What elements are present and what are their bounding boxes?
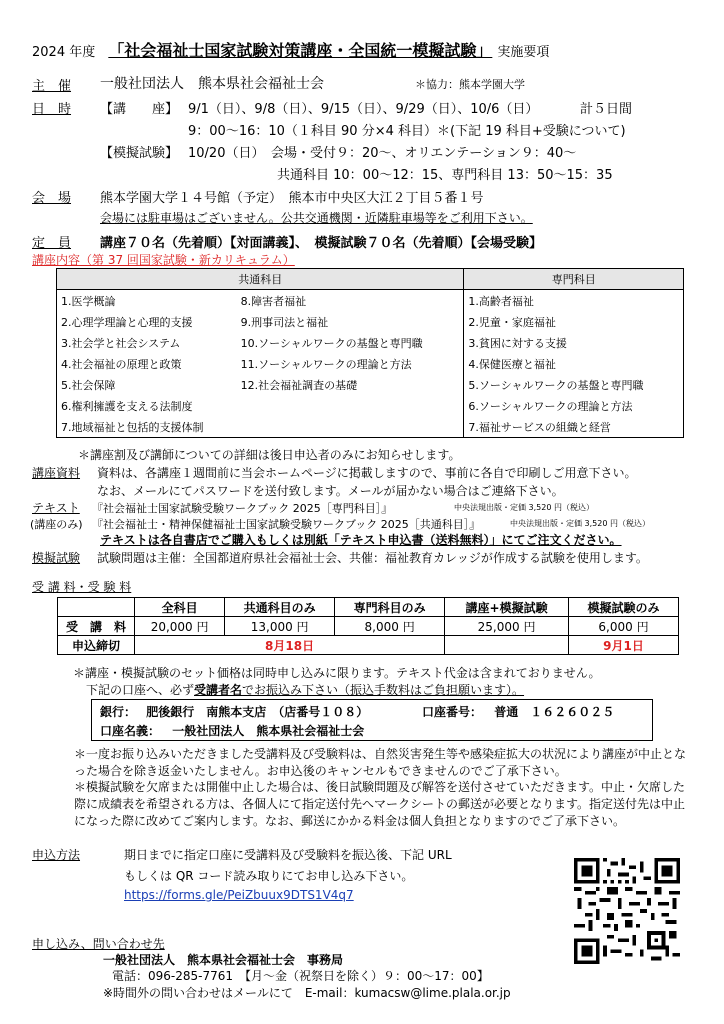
materials-label: 講座資料 [32, 466, 81, 480]
course-item: 8.障害者福祉 [240, 294, 307, 308]
capacity-value: 講座７０名（先着順）【対面講義】、 模擬試験７０名（先着順）【会場受験】 [100, 236, 543, 251]
schedule-course-count: 計５日間 [580, 102, 633, 117]
text-book2-pub: 中央法規出版・定価 3,520 円（税込） [510, 519, 650, 528]
organizer-value: 一般社団法人 熊本県社会福祉士会 [100, 76, 324, 92]
fee-note-2c: でお振込み下さい（振込手数料はご負担願います）。 [242, 683, 525, 697]
venue-value: 熊本学園大学１４号館（予定） 熊本市中央区大江２丁目５番１号 [100, 191, 484, 206]
account-name-label: 口座名義： [100, 724, 161, 738]
deadline-mock: 9月1日 [569, 636, 679, 655]
fee-note-2b: 受講者名 [194, 683, 243, 697]
course-item: 1.高齢者福祉 [464, 290, 684, 312]
schedule-mock-label: 【模擬試験】 [100, 146, 179, 161]
organizer-label: 主 催 [32, 79, 72, 94]
special-header: 専門科目 [464, 269, 684, 290]
contact-tel: 電話：096-285-7761 【月～金（祝祭日を除く）９：00～17：00】 [112, 969, 489, 983]
course-item: 4.社会福祉の原理と政策 [61, 357, 182, 371]
course-item: 10.ソーシャルワークの基盤と専門職 [240, 336, 423, 350]
course-item: 7.地域福祉と包括的支援体制 [61, 420, 204, 434]
fee-value: 8,000 円 [335, 617, 445, 636]
account-name-row [100, 722, 364, 739]
course-item: 9.刑事司法と福祉 [240, 315, 329, 329]
fee-table [57, 597, 679, 655]
materials-line2: なお、メールにてパスワードを送付致します。メールが届かない場合はご連絡下さい。 [97, 484, 564, 498]
text-book2: 『社会福祉士・精神保健福祉士国家試験受験ワークブック 2025［共通科目］』 [92, 518, 481, 531]
fee-header [58, 598, 135, 617]
schedule-mock-line1: 10/20（日） 会場・受付９：20～、オリエンテーション９：40～ [188, 146, 577, 161]
deadline-spacer [445, 636, 569, 655]
capacity-label: 定 員 [32, 236, 72, 251]
schedule-mock-line2: 共通科目 10：00～12：15、専門科目 13：50～15：35 [277, 168, 613, 183]
course-table [56, 268, 684, 438]
bank-label: 銀行： [100, 705, 137, 719]
apply-line1: 期日までに指定口座に受講料及び受験料を振込後、下記 URL [124, 848, 452, 862]
text-label2: (講座のみ) [30, 518, 83, 531]
fee-header: 共通科目のみ [225, 598, 335, 617]
schedule-label: 日 時 [32, 102, 72, 117]
mock-label: 模擬試験 [32, 551, 81, 565]
fee-value: 25,000 円 [445, 617, 569, 636]
common-header: 共通科目 [57, 269, 464, 290]
text-book1: 『社会福祉士国家試験受験ワークブック 2025［専門科目］』 [92, 502, 393, 515]
fee-value: 6,000 円 [569, 617, 679, 636]
contact-label: 申し込み、問い合わせ先 [32, 937, 165, 951]
apply-line2: もしくは QR コード読み取りにてお申し込み下さい。 [124, 869, 414, 883]
apply-label: 申込方法 [32, 848, 81, 862]
course-item [237, 416, 464, 438]
mock-value: 試験問題は主催：全国都道府県社会福祉士会、共催：福祉教育カレッジが作成する試験を使用します。 [97, 551, 648, 565]
fee-note-2 [86, 681, 524, 698]
contact-mail: ※時間外の問い合わせはメールにて E-mail：kumacsw@lime.plala.or.jp [103, 986, 511, 1000]
refund-note-1: ＊一度お振り込みいただきました受講料及び受験料は、自然災害発生等や感染症拡大の状況により講座が中止となった場合を除き返金いたしません。お申込後のキャンセルもできませんのでご了承下さい。 [74, 747, 687, 778]
schedule-course-time: 9：00～16：10（１科目 90 分×4 科目）＊(下記 19 科目+受験について) [188, 124, 626, 139]
account-name-value: 一般社団法人 熊本県社会福祉士会 [172, 724, 365, 738]
course-item: 3.社会学と社会システム [61, 336, 181, 350]
qr-code-icon [574, 858, 680, 964]
fee-note-1: ＊講座・模擬試験のセット価格は同時申し込みに限ります。テキスト代金は含まれておりません。 [73, 666, 601, 680]
course-item: 6.権利擁護を支える法制度 [61, 399, 193, 413]
account-row [422, 703, 614, 720]
text-label: テキスト [32, 501, 80, 515]
organizer-coop: ＊協力：熊本学園大学 [415, 78, 525, 91]
fees-label: 受 講 料・受 験 料 [32, 580, 132, 594]
fee-value: 20,000 円 [135, 617, 225, 636]
course-item: 2.児童・家庭福祉 [464, 311, 684, 332]
content-label [32, 251, 295, 268]
course-item: 11.ソーシャルワークの理論と方法 [240, 357, 412, 371]
fee-header: 模擬試験のみ [569, 598, 679, 617]
fee-note-2a: 下記の口座へ、必ず [86, 683, 195, 697]
refund-note-2: ＊模擬試験を欠席または開催中止した場合は、後日試験問題及び解答を送付させていただきます。中止・欠席した際に成績表を希望される方は、各個人にて指定送付先へマークシートの郵送が必要となります。指定送付先は中止になった際に改めてご案内します。なお、郵送にかかる料金は個人負担となりますのでご了承下さい。 [74, 780, 686, 828]
course-item [237, 395, 464, 416]
venue-label: 会 場 [32, 191, 72, 206]
schedule-course-dates: 9/1（日）、9/8（日）、9/15（日）、9/29（日）、10/6（日） [188, 102, 539, 117]
course-item: 5.ソーシャルワークの基盤と専門職 [464, 374, 684, 395]
bank-value: 肥後銀行 南熊本支店 （店番号１０８） [146, 705, 369, 719]
fee-value: 13,000 円 [225, 617, 335, 636]
course-item: 5.社会保障 [61, 378, 116, 392]
schedule-course-label: 【講 座】 [100, 102, 179, 117]
course-item: 1.医学概論 [61, 294, 116, 308]
text-notice: テキストは各自書店でご購入もしくは別紙「テキスト申込書（送料無料）」にてご注文ください。 [100, 533, 622, 547]
deadline-label: 申込締切 [58, 636, 135, 655]
text-book1-pub: 中央法規出版・定価 3,520 円（税込） [454, 503, 594, 512]
contact-org: 一般社団法人 熊本県社会福祉士会 事務局 [103, 953, 344, 967]
venue-note: 会場には駐車場はございません。公共交通機関・近隣駐車場等をご利用下さい。 [100, 211, 533, 225]
course-item: 2.心理学理論と心理的支援 [61, 315, 193, 329]
course-item: 7.福祉サービスの組織と経営 [464, 416, 684, 438]
bank-row [100, 703, 368, 720]
content-label-text: 講座内容 [32, 253, 81, 267]
deadline-course: 8月18日 [135, 636, 445, 655]
course-item: 4.保健医療と福祉 [464, 353, 684, 374]
fee-header: 全科目 [135, 598, 225, 617]
account-value: 普通 １６２６０２５ [494, 705, 615, 719]
title-main: 「社会福祉士国家試験対策講座・全国統一模擬試験」 [108, 41, 493, 60]
account-label: 口座番号： [422, 705, 483, 719]
content-note: ＊講座割及び講師についての詳細は後日申込者のみにお知らせします。 [78, 448, 461, 462]
course-item: 3.貧困に対する支援 [464, 332, 684, 353]
page-title [32, 38, 549, 61]
bank-info-box [91, 699, 653, 741]
title-suffix: 実施要項 [497, 45, 550, 60]
course-item: 6.ソーシャルワークの理論と方法 [464, 395, 684, 416]
fee-header: 講座+模擬試験 [445, 598, 569, 617]
title-year: 2024 年度 [32, 45, 96, 60]
fee-header: 専門科目のみ [335, 598, 445, 617]
materials-line1: 資料は、各講座１週間前に当会ホームページに掲載しますので、事前に各自で印刷しご用意下さい。 [97, 466, 637, 480]
fee-row-label: 受 講 料 [58, 617, 135, 636]
apply-url-link[interactable]: https://forms.gle/PeiZbuux9DTS1V4q7 [124, 888, 354, 902]
course-item: 12.社会福祉調査の基礎 [240, 378, 358, 392]
content-sub: （第 37 回国家試験・新カリキュラム） [80, 253, 295, 267]
